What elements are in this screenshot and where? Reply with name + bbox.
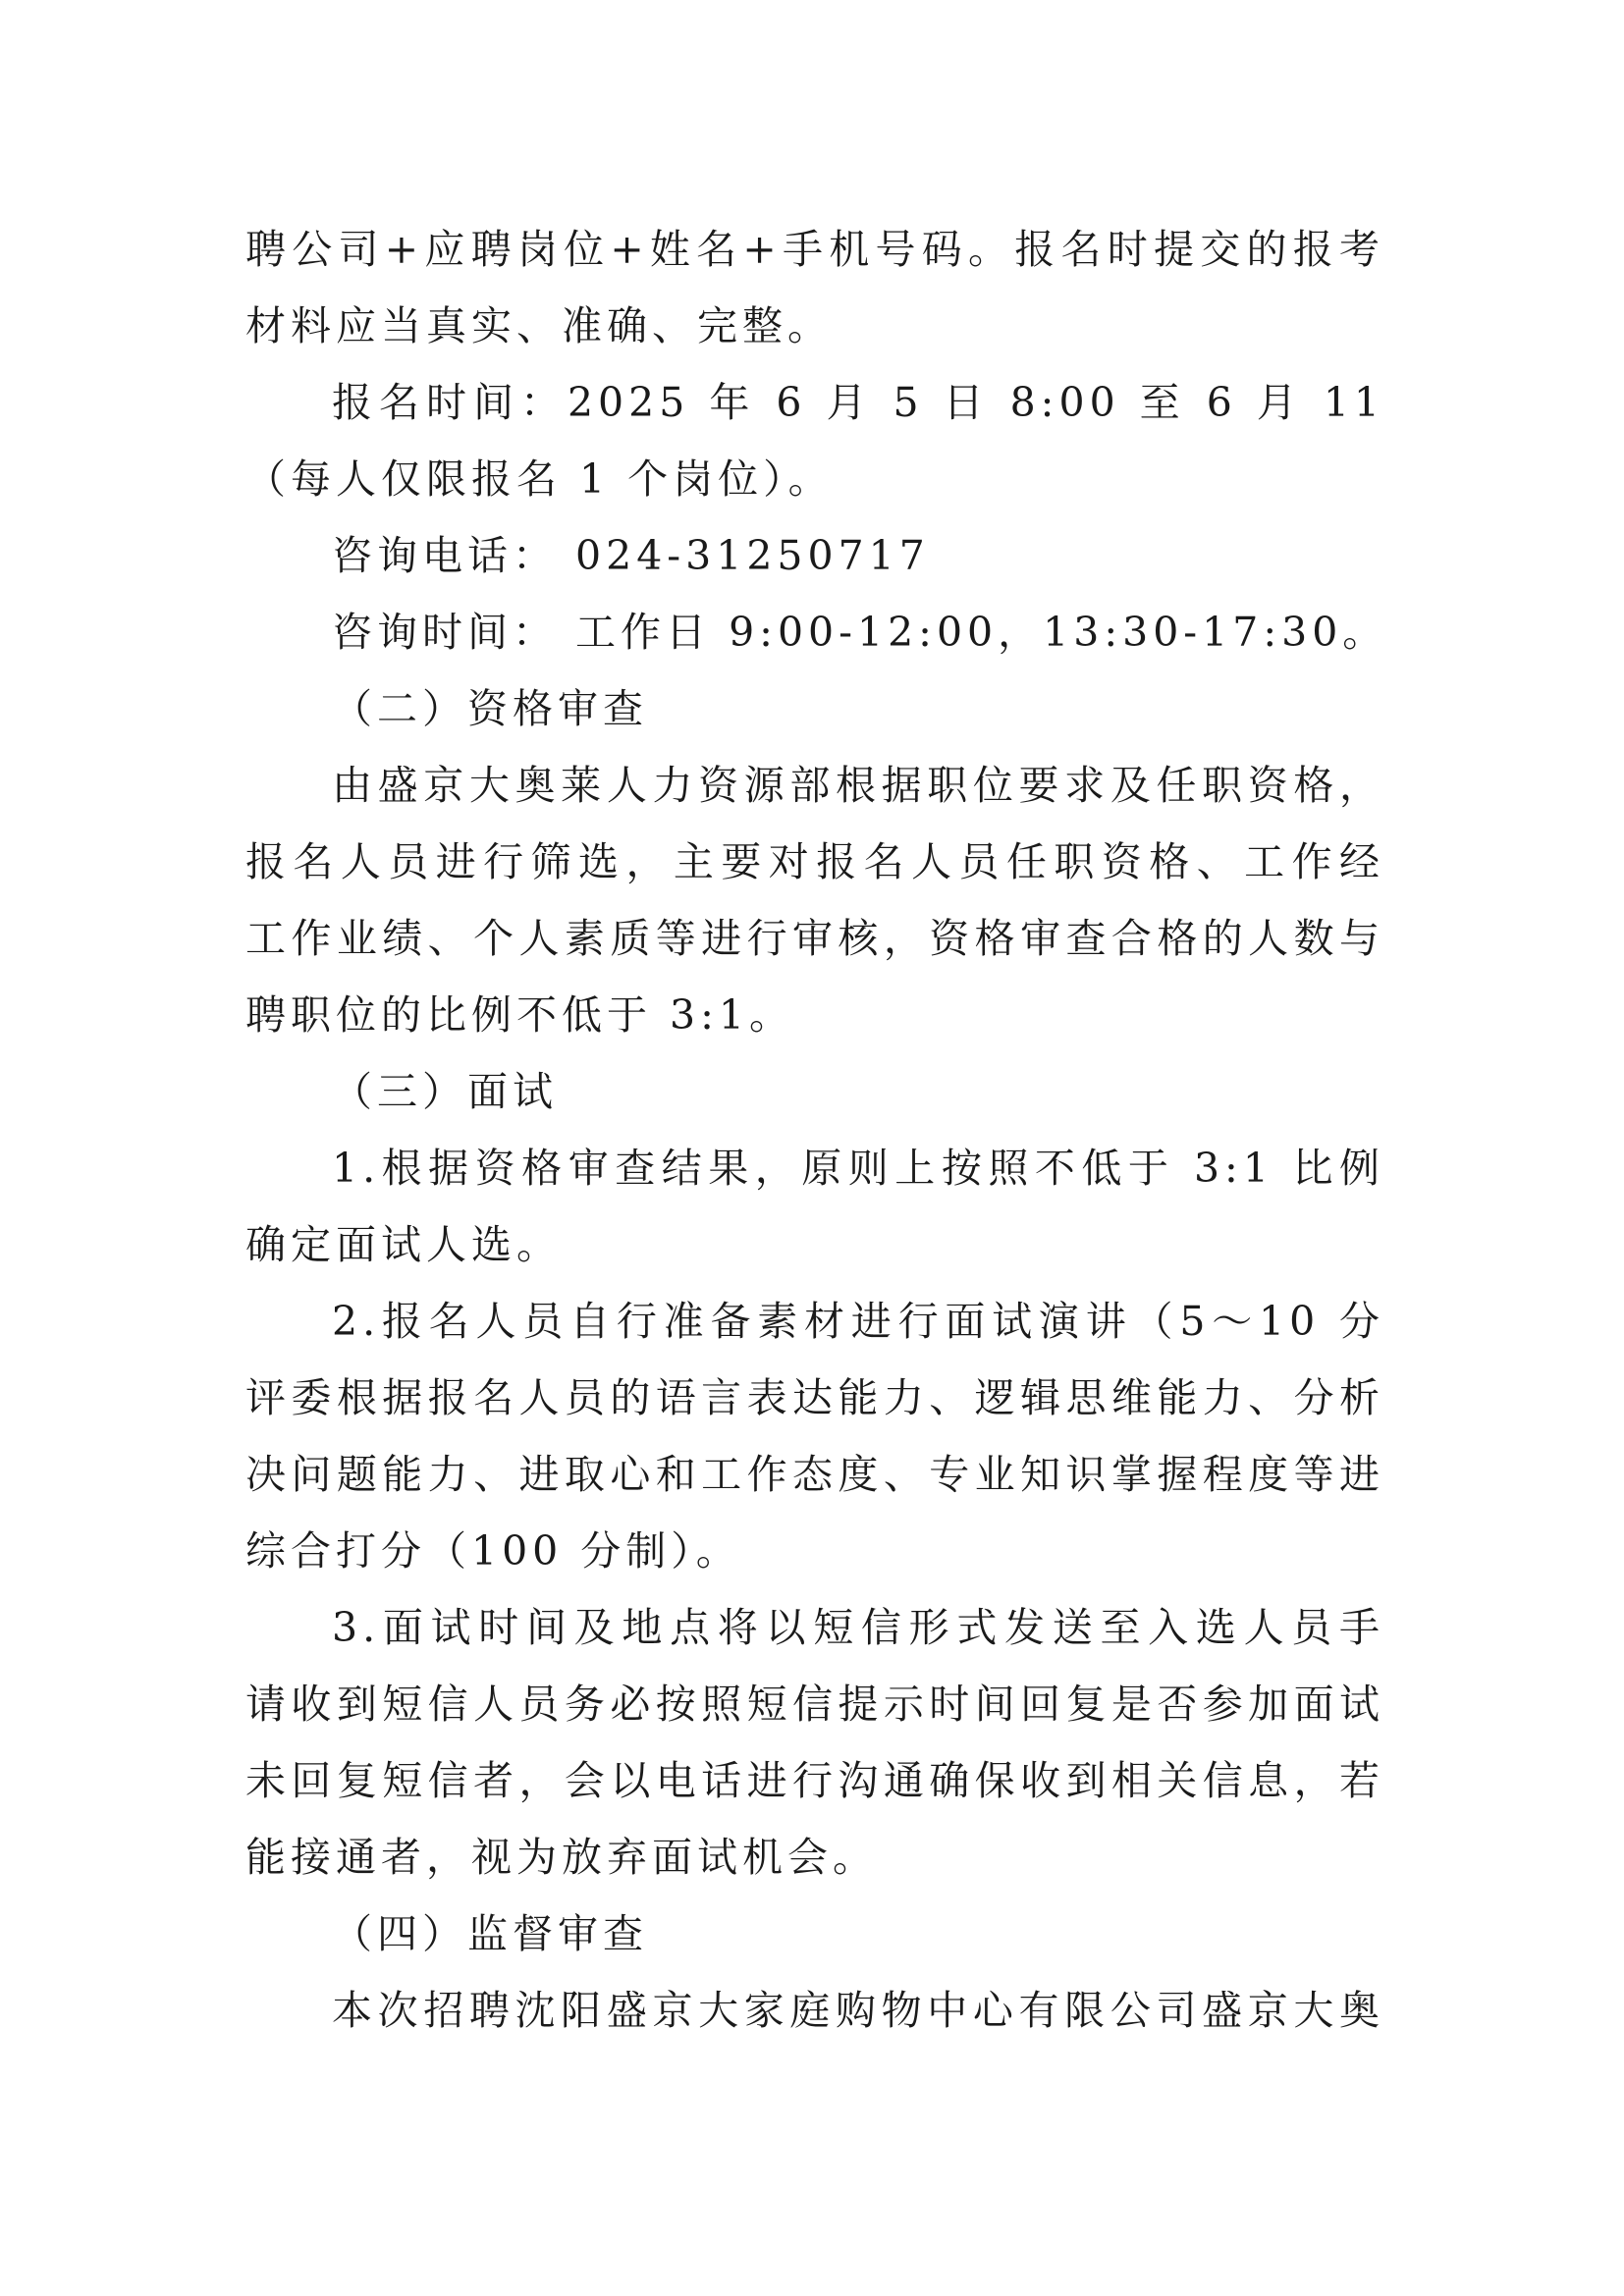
body-line: 材料应当真实、准确、完整。 bbox=[245, 302, 833, 349]
list-item-1: 1.根据资格审查结果，原则上按照不低于 3:1 比例 bbox=[332, 1145, 1384, 1192]
body-line: 报名人员进行筛选，主要对报名人员任职资格、工作经 bbox=[245, 838, 1384, 885]
list-item-2: 2.报名人员自行准备素材进行面试演讲（5～10 分 bbox=[332, 1298, 1384, 1345]
list-item-3: 3.面试时间及地点将以短信形式发送至入选人员手 bbox=[332, 1604, 1384, 1651]
body-line: 确定面试人选。 bbox=[245, 1221, 562, 1268]
document-page bbox=[245, 211, 1388, 2049]
body-line: （每人仅限报名 1 个岗位）。 bbox=[245, 455, 834, 503]
section-heading-supervision: （四）监督审查 bbox=[332, 1910, 648, 1957]
body-line: 能接通者，视为放弃面试机会。 bbox=[245, 1834, 878, 1881]
body-line: 请收到短信人员务必按照短信提示时间回复是否参加面试 bbox=[245, 1681, 1384, 1728]
consult-phone-line: 咨询电话： 024-31250717 bbox=[332, 532, 930, 579]
body-line: 决问题能力、进取心和工作态度、专业知识掌握程度等进 bbox=[245, 1451, 1384, 1498]
registration-time-line: 报名时间：2025 年 6 月 5 日 8:00 至 6 月 11 bbox=[332, 379, 1384, 426]
section-heading-qualification: （二）资格审查 bbox=[332, 685, 648, 732]
body-line: 由盛京大奥莱人力资源部根据职位要求及任职资格， bbox=[332, 762, 1384, 809]
body-line: 评委根据报名人员的语言表达能力、逻辑思维能力、分析 bbox=[245, 1374, 1384, 1421]
section-heading-interview: （三）面试 bbox=[332, 1068, 558, 1115]
body-line: 本次招聘沈阳盛京大家庭购物中心有限公司盛京大奥 bbox=[332, 1987, 1384, 2034]
body-line: 未回复短信者，会以电话进行沟通确保收到相关信息，若 bbox=[245, 1757, 1384, 1804]
body-line: 聘职位的比例不低于 3:1。 bbox=[245, 991, 795, 1039]
consult-hours-line: 咨询时间： 工作日 9:00-12:00，13:30-17:30。 bbox=[332, 609, 1388, 656]
body-line: 工作业绩、个人素质等进行审核，资格审查合格的人数与 bbox=[245, 915, 1384, 962]
body-line: 综合打分（100 分制）。 bbox=[245, 1527, 741, 1575]
body-line: 聘公司+应聘岗位+姓名+手机号码。报名时提交的报考 bbox=[245, 226, 1384, 273]
